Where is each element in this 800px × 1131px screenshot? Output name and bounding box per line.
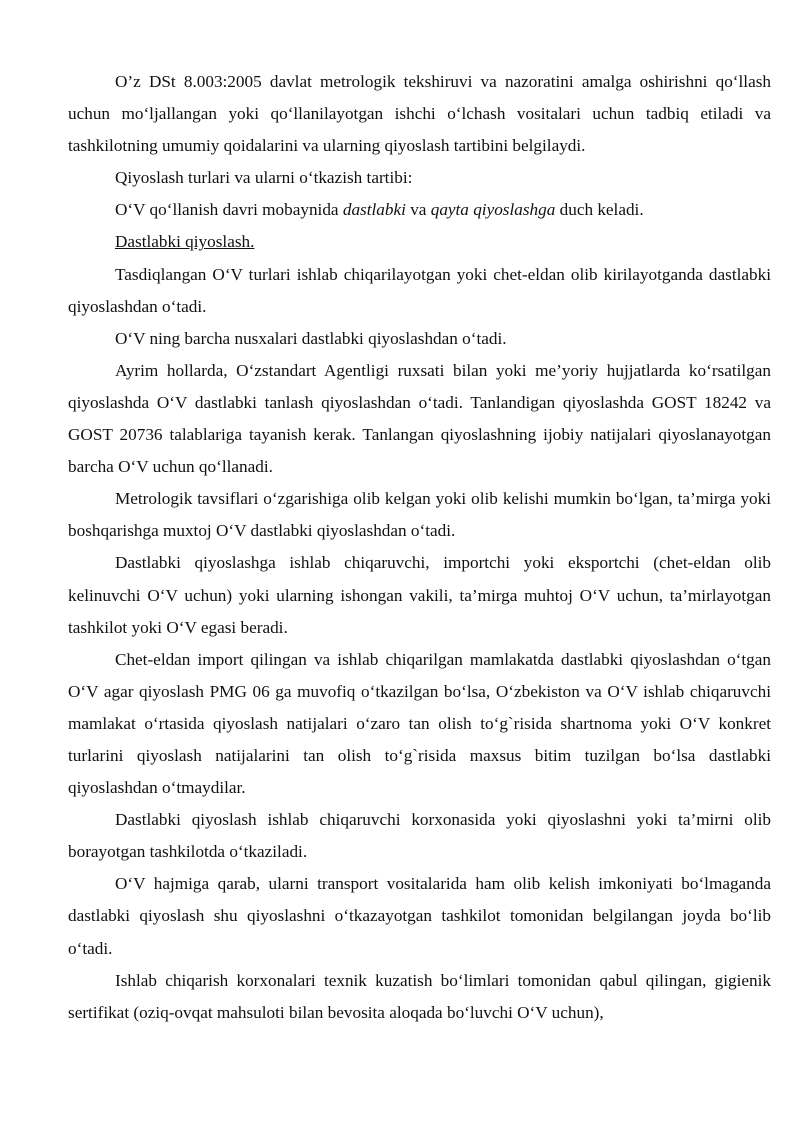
paragraph: Dastlabki qiyoslashga ishlab chiqaruvchi, importchi yoki eksportchi (chet-eldan olib kelinuvchi O‘V uchun) yoki ularning ishongan vakili, ta’mirga muhtoj O‘V uchun, ta’mirlayotgan tashkilot yoki O‘V egasi beradi.	[68, 553, 771, 637]
paragraph-verification-kinds	[68, 194, 771, 226]
paragraph: Dastlabki qiyoslash ishlab chiqaruvchi korxonasida yoki qiyoslashni yoki ta’mirni olib borayotgan tashkilotda o‘tkaziladi.	[68, 810, 771, 862]
paragraph-text: va	[405, 200, 431, 220]
section-heading-text: Dastlabki qiyoslash.	[115, 232, 255, 252]
paragraph-text: O‘V qo‘llanish davri mobaynida	[115, 200, 343, 220]
paragraph: Ayrim hollarda, O‘zstandart Agentligi ruxsati bilan yoki me’yoriy hujjatlarda ko‘rsatilgan qiyoslashda O‘V dastlabki tanlash qiyoslashdan o‘tadi. Tanlandigan qiyoslashda GOST 18242 va GOST 20736 talablariga tayanish kerak. Tanlangan qiyoslashning ijobiy natijalari qiyoslanayotgan barcha O‘V uchun qo‘llanadi.	[68, 360, 771, 477]
paragraph: Tasdiqlangan O‘V turlari ishlab chiqarilayotgan yoki chet-eldan olib kirilayotganda dastlabki qiyoslashdan o‘tadi.	[68, 264, 771, 316]
paragraph: Chet-eldan import qilingan va ishlab chiqarilgan mamlakatda dastlabki qiyoslashdan o‘tgan O‘V agar qiyoslash PMG 06 ga muvofiq o‘tkazilgan bo‘lsa, O‘zbekiston va O‘V ishlab chiqaruvchi mamlakat o‘rtasida qiyoslash natijalari o‘zaro tan olish to‘g`risida shartnoma yoki O‘V konkret turlarini qiyoslash natijalarini tan olish to‘g`risida maxsus bitim tuzilgan bo‘lsa dastlabki qiyoslashdan o‘tmaydilar.	[68, 649, 771, 798]
paragraph-text: duch keladi.	[555, 200, 644, 220]
paragraph-verification-types: Qiyoslash turlari va ularni o‘tkazish tartibi:	[115, 168, 413, 188]
paragraph: O‘V hajmiga qarab, ularni transport vositalarida ham olib kelish imkoniyati bo‘lmaganda dastlabki qiyoslash shu qiyoslashni o‘tkazayotgan tashkilot tomonidan belgilangan joyda bo‘lib o‘tadi.	[68, 874, 771, 958]
paragraph: Metrologik tavsiflari o‘zgarishiga olib kelgan yoki olib kelishi mumkin bo‘lgan, ta’mirga yoki boshqarishga muxtoj O‘V dastlabki qiyoslashdan o‘tadi.	[68, 489, 771, 541]
emphasis-initial: dastlabki	[342, 200, 406, 220]
paragraph-scope: O’z DSt 8.003:2005 davlat metrologik tekshiruvi va nazoratini amalga oshirishni qo‘llash uchun mo‘ljallangan yoki qo‘llanilayotgan ishchi o‘lchash vositalari uchun tadbiq etiladi va tashkilotning umumiy qoidalarini va ularning qiyoslash tartibini belgilaydi.	[68, 72, 771, 156]
paragraph: O‘V ning barcha nusxalari dastlabki qiyoslashdan o‘tadi.	[115, 328, 507, 348]
document-page	[68, 66, 771, 1029]
paragraph: Ishlab chiqarish korxonalari texnik kuzatish bo‘limlari tomonidan qabul qilingan, gigienik sertifikat (oziq-ovqat mahsuloti bilan bevosita aloqada bo‘luvchi O‘V uchun),	[68, 970, 771, 1022]
section-heading	[68, 226, 771, 258]
emphasis-repeat: qayta qiyoslashga	[430, 200, 556, 220]
